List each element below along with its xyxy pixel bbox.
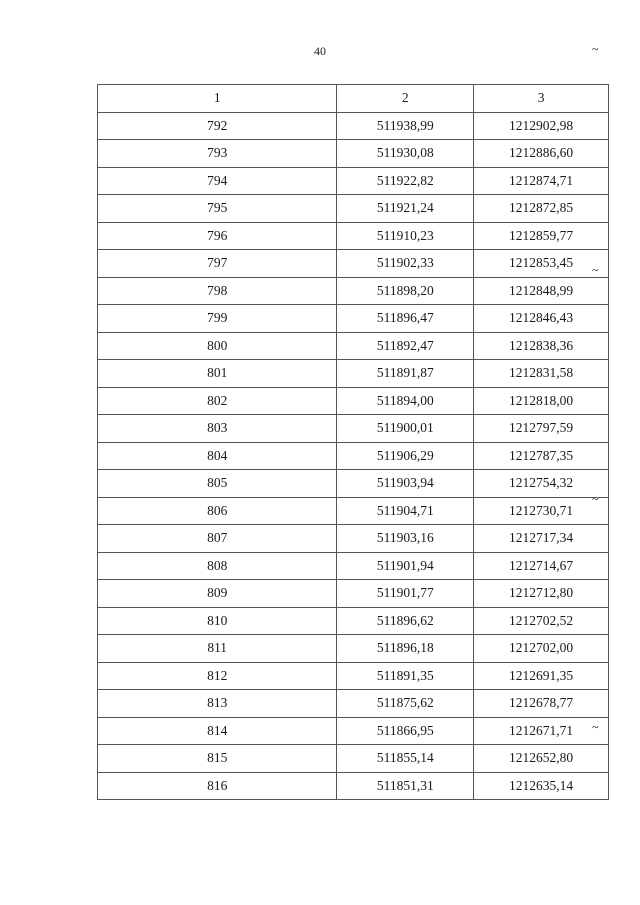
table-row: [98, 607, 609, 635]
y-coordinate-cell: 1212838,36: [474, 332, 609, 360]
table-header-row: [98, 85, 609, 113]
y-coordinate-cell: 1212787,35: [474, 442, 609, 470]
x-coordinate-cell: 511866,95: [337, 717, 474, 745]
table-row: [98, 305, 609, 333]
table-row: [98, 525, 609, 553]
y-coordinate-cell: 1212874,71: [474, 167, 609, 195]
table-row: [98, 277, 609, 305]
table-row: [98, 112, 609, 140]
y-coordinate-cell: 1212848,99: [474, 277, 609, 305]
y-coordinate-cell: 1212671,71: [474, 717, 609, 745]
x-coordinate-cell: 511894,00: [337, 387, 474, 415]
column-header-1: 1: [98, 85, 337, 113]
table-row: [98, 470, 609, 498]
margin-mark: ~: [592, 491, 599, 506]
x-coordinate-cell: 511892,47: [337, 332, 474, 360]
y-coordinate-cell: 1212831,58: [474, 360, 609, 388]
point-number-cell: 807: [98, 525, 337, 553]
point-number-cell: 799: [98, 305, 337, 333]
y-coordinate-cell: 1212702,52: [474, 607, 609, 635]
x-coordinate-cell: 511903,16: [337, 525, 474, 553]
point-number-cell: 795: [98, 195, 337, 223]
table-row: [98, 222, 609, 250]
x-coordinate-cell: 511896,47: [337, 305, 474, 333]
point-number-cell: 810: [98, 607, 337, 635]
table-row: [98, 690, 609, 718]
table-row: [98, 360, 609, 388]
x-coordinate-cell: 511851,31: [337, 772, 474, 800]
point-number-cell: 802: [98, 387, 337, 415]
table-row: [98, 167, 609, 195]
point-number-cell: 806: [98, 497, 337, 525]
y-coordinate-cell: 1212652,80: [474, 745, 609, 773]
table-row: [98, 552, 609, 580]
column-header-3: 3: [474, 85, 609, 113]
x-coordinate-cell: 511896,18: [337, 635, 474, 663]
coordinates-table: [97, 84, 609, 800]
x-coordinate-cell: 511904,71: [337, 497, 474, 525]
table-row: [98, 717, 609, 745]
point-number-cell: 796: [98, 222, 337, 250]
x-coordinate-cell: 511902,33: [337, 250, 474, 278]
x-coordinate-cell: 511875,62: [337, 690, 474, 718]
x-coordinate-cell: 511921,24: [337, 195, 474, 223]
x-coordinate-cell: 511910,23: [337, 222, 474, 250]
y-coordinate-cell: 1212872,85: [474, 195, 609, 223]
x-coordinate-cell: 511891,35: [337, 662, 474, 690]
y-coordinate-cell: 1212702,00: [474, 635, 609, 663]
point-number-cell: 812: [98, 662, 337, 690]
x-coordinate-cell: 511930,08: [337, 140, 474, 168]
y-coordinate-cell: 1212717,34: [474, 525, 609, 553]
y-coordinate-cell: 1212818,00: [474, 387, 609, 415]
y-coordinate-cell: 1212853,45: [474, 250, 609, 278]
y-coordinate-cell: 1212859,77: [474, 222, 609, 250]
y-coordinate-cell: 1212846,43: [474, 305, 609, 333]
x-coordinate-cell: 511901,94: [337, 552, 474, 580]
y-coordinate-cell: 1212691,35: [474, 662, 609, 690]
y-coordinate-cell: 1212886,60: [474, 140, 609, 168]
table-row: [98, 635, 609, 663]
x-coordinate-cell: 511900,01: [337, 415, 474, 443]
margin-mark: ~: [592, 720, 599, 735]
corner-mark: ~: [592, 42, 599, 56]
point-number-cell: 816: [98, 772, 337, 800]
point-number-cell: 798: [98, 277, 337, 305]
table-row: [98, 195, 609, 223]
y-coordinate-cell: 1212678,77: [474, 690, 609, 718]
table-row: [98, 497, 609, 525]
x-coordinate-cell: 511898,20: [337, 277, 474, 305]
point-number-cell: 808: [98, 552, 337, 580]
y-coordinate-cell: 1212712,80: [474, 580, 609, 608]
point-number-cell: 793: [98, 140, 337, 168]
x-coordinate-cell: 511906,29: [337, 442, 474, 470]
y-coordinate-cell: 1212714,67: [474, 552, 609, 580]
table-row: [98, 580, 609, 608]
x-coordinate-cell: 511903,94: [337, 470, 474, 498]
y-coordinate-cell: 1212635,14: [474, 772, 609, 800]
point-number-cell: 803: [98, 415, 337, 443]
point-number-cell: 801: [98, 360, 337, 388]
point-number-cell: 815: [98, 745, 337, 773]
y-coordinate-cell: 1212754,32: [474, 470, 609, 498]
y-coordinate-cell: 1212730,71: [474, 497, 609, 525]
point-number-cell: 813: [98, 690, 337, 718]
point-number-cell: 804: [98, 442, 337, 470]
table-row: [98, 332, 609, 360]
y-coordinate-cell: 1212902,98: [474, 112, 609, 140]
table-row: [98, 140, 609, 168]
x-coordinate-cell: 511922,82: [337, 167, 474, 195]
x-coordinate-cell: 511896,62: [337, 607, 474, 635]
column-header-2: 2: [337, 85, 474, 113]
point-number-cell: 805: [98, 470, 337, 498]
margin-mark: ~: [592, 263, 599, 278]
x-coordinate-cell: 511855,14: [337, 745, 474, 773]
x-coordinate-cell: 511901,77: [337, 580, 474, 608]
point-number-cell: 811: [98, 635, 337, 663]
point-number-cell: 800: [98, 332, 337, 360]
table-row: [98, 772, 609, 800]
table-row: [98, 442, 609, 470]
table-row: [98, 745, 609, 773]
table-row: [98, 250, 609, 278]
table-body: [98, 112, 609, 800]
point-number-cell: 794: [98, 167, 337, 195]
table-row: [98, 387, 609, 415]
point-number-cell: 792: [98, 112, 337, 140]
point-number-cell: 814: [98, 717, 337, 745]
x-coordinate-cell: 511891,87: [337, 360, 474, 388]
y-coordinate-cell: 1212797,59: [474, 415, 609, 443]
point-number-cell: 797: [98, 250, 337, 278]
point-number-cell: 809: [98, 580, 337, 608]
table-row: [98, 415, 609, 443]
table-row: [98, 662, 609, 690]
x-coordinate-cell: 511938,99: [337, 112, 474, 140]
page-number: 40: [314, 44, 326, 58]
